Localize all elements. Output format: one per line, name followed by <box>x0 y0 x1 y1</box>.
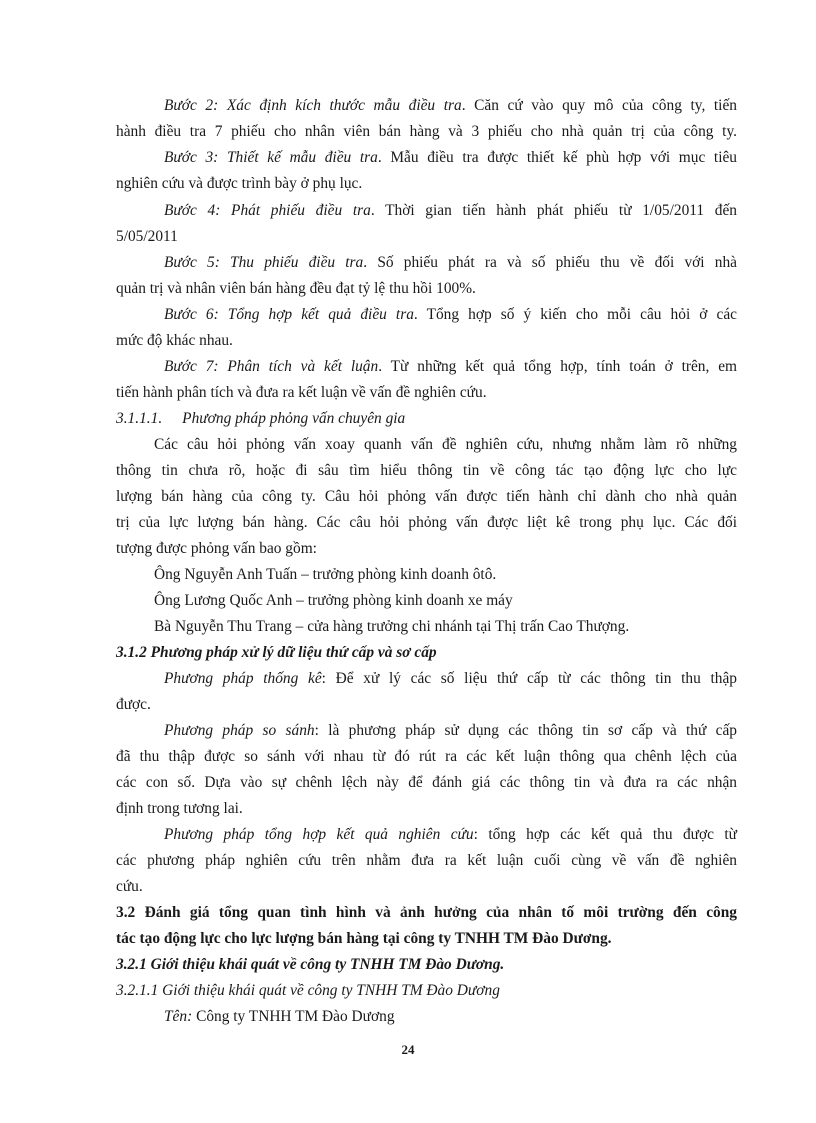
step-7-text: Từ những kết quả tổng hợp, tính toán ở trên, em <box>390 358 738 375</box>
interview-line-3: lượng bán hàng của công ty. Câu hỏi phỏng vấn được tiến hành chỉ dành cho nhà quản <box>116 488 737 505</box>
step-5-line-1: Bước 5: Thu phiếu điều tra. Số phiếu phát ra và số phiếu thu về đối với nhà <box>164 254 737 271</box>
company-name-value: Công ty TNHH TM Đào Dương <box>192 1008 395 1025</box>
step-2-line-1: Bước 2: Xác định kích thước mẫu điều tra. Căn cứ vào quy mô của công ty, tiến <box>164 97 737 114</box>
method-stat-line-2: được. <box>116 696 151 713</box>
company-name-line <box>164 1007 395 1027</box>
step-6-line-2: mức độ khác nhau. <box>116 332 233 349</box>
step-6-line-1: Bước 6: Tổng hợp kết quả điều tra. Tổng hợp số ý kiến cho mỗi câu hỏi ở các <box>164 306 737 323</box>
method-compare-line-4: định trong tương lai. <box>116 800 243 817</box>
method-synth-line-3: cứu. <box>116 878 143 895</box>
step-3-text: Mẫu điều tra được thiết kế phù hợp với mục tiêu <box>390 149 737 166</box>
step-4-label: Bước 4: Phát phiếu điều tra <box>164 202 371 219</box>
step-7-line-2: tiến hành phân tích và đưa ra kết luận về vấn đề nghiên cứu. <box>116 384 487 401</box>
step-7-label: Bước 7: Phân tích và kết luận <box>164 358 379 375</box>
company-name-label: Tên: <box>164 1008 193 1025</box>
step-2-text: Căn cứ vào quy mô của công ty, tiến <box>474 97 737 114</box>
interviewee-3: Bà Nguyễn Thu Trang – cửa hàng trưởng chi nhánh tại Thị trấn Cao Thượng. <box>154 618 630 635</box>
method-compare-line-2: đã thu thập được so sánh với nhau từ đó rút ra các kết luận thông qua chênh lệch của <box>116 748 737 765</box>
heading-3-2-line-2: tác tạo động lực cho lực lượng bán hàng tại công ty TNHH TM Đào Dương. <box>116 930 612 947</box>
interviewee-2: Ông Lương Quốc Anh – trưởng phòng kinh doanh xe máy <box>154 592 513 609</box>
page-number: 24 <box>401 1042 415 1057</box>
heading-3-2-line-1: 3.2 Đánh giá tổng quan tình hình và ảnh hưởng của nhân tố môi trường đến công <box>116 904 737 921</box>
step-5-label: Bước 5: Thu phiếu điều tra <box>164 254 364 271</box>
method-compare-line-1: Phương pháp so sánh: là phương pháp sử dụng các thông tin sơ cấp và thứ cấp <box>164 722 737 739</box>
interview-line-5: tượng được phỏng vấn bao gồm: <box>116 540 317 557</box>
method-stat-line-1: Phương pháp thống kê: Để xử lý các số liệu thứ cấp từ các thông tin thu thập <box>164 670 737 687</box>
step-3-line-1: Bước 3: Thiết kế mẫu điều tra. Mẫu điều tra được thiết kế phù hợp với mục tiêu <box>164 149 737 166</box>
heading-title: Phương pháp phỏng vấn chuyên gia <box>182 410 406 427</box>
heading-3-1-1-1 <box>116 409 405 429</box>
step-5-text: Số phiếu phát ra và số phiếu thu về đối với nhà <box>377 254 737 271</box>
step-5-line-2: quản trị và nhân viên bán hàng đều đạt tỷ lệ thu hồi 100%. <box>116 280 476 297</box>
step-3-label: Bước 3: Thiết kế mẫu điều tra <box>164 149 378 166</box>
interview-line-1: Các câu hỏi phỏng vấn xoay quanh vấn đề nghiên cứu, nhưng nhằm làm rõ những <box>154 436 737 453</box>
step-6-text: Tổng hợp số ý kiến cho mỗi câu hỏi ở các <box>426 306 737 323</box>
method-compare-label: Phương pháp so sánh <box>164 722 315 739</box>
step-2-label: Bước 2: Xác định kích thước mẫu điều tra <box>164 97 462 114</box>
method-synth-label: Phương pháp tổng hợp kết quả nghiên cứu <box>164 826 474 843</box>
interviewee-1: Ông Nguyễn Anh Tuấn – trưởng phòng kinh doanh ôtô. <box>154 566 497 583</box>
method-synth-line-1: Phương pháp tổng hợp kết quả nghiên cứu: tổng hợp các kết quả thu được từ <box>164 826 737 843</box>
method-compare-line-3: các con số. Dựa vào sự chênh lệch này để đánh giá các thông tin và đưa ra các nhận <box>116 774 737 791</box>
step-6-label: Bước 6: Tổng hợp kết quả điều tra <box>164 306 414 323</box>
heading-3-2-1: 3.2.1 Giới thiệu khái quát về công ty TNHH TM Đào Dương. <box>116 956 505 973</box>
heading-3-2-1-1: 3.2.1.1 Giới thiệu khái quát về công ty TNHH TM Đào Dương <box>116 982 500 999</box>
step-4-line-2: 5/05/2011 <box>116 228 178 245</box>
method-synth-line-2: các phương pháp nghiên cứu trên nhằm đưa ra kết luận cuối cùng về vấn đề nghiên <box>116 852 737 869</box>
method-stat-label: Phương pháp thống kê <box>164 670 322 687</box>
step-4-line-1: Bước 4: Phát phiếu điều tra. Thời gian tiến hành phát phiếu từ 1/05/2011 đến <box>164 202 737 219</box>
interview-line-4: trị của lực lượng bán hàng. Các câu hỏi phỏng vấn được liệt kê trong phụ lục. Các đối <box>116 514 737 531</box>
heading-3-1-2: 3.1.2 Phương pháp xử lý dữ liệu thứ cấp và sơ cấp <box>116 644 437 661</box>
interview-line-2: thông tin chưa rõ, hoặc đi sâu tìm hiểu thông tin về công tác tạo động lực cho lực <box>116 462 737 479</box>
step-3-line-2: nghiên cứu và được trình bày ở phụ lục. <box>116 175 363 192</box>
heading-number: 3.1.1.1. <box>116 410 163 427</box>
step-7-line-1: Bước 7: Phân tích và kết luận. Từ những kết quả tổng hợp, tính toán ở trên, em <box>164 358 738 375</box>
step-4-text: Thời gian tiến hành phát phiếu từ 1/05/2011 đến <box>385 202 737 219</box>
step-2-line-2: hành điều tra 7 phiếu cho nhân viên bán hàng và 3 phiếu cho nhà quản trị của công ty. <box>116 123 737 140</box>
